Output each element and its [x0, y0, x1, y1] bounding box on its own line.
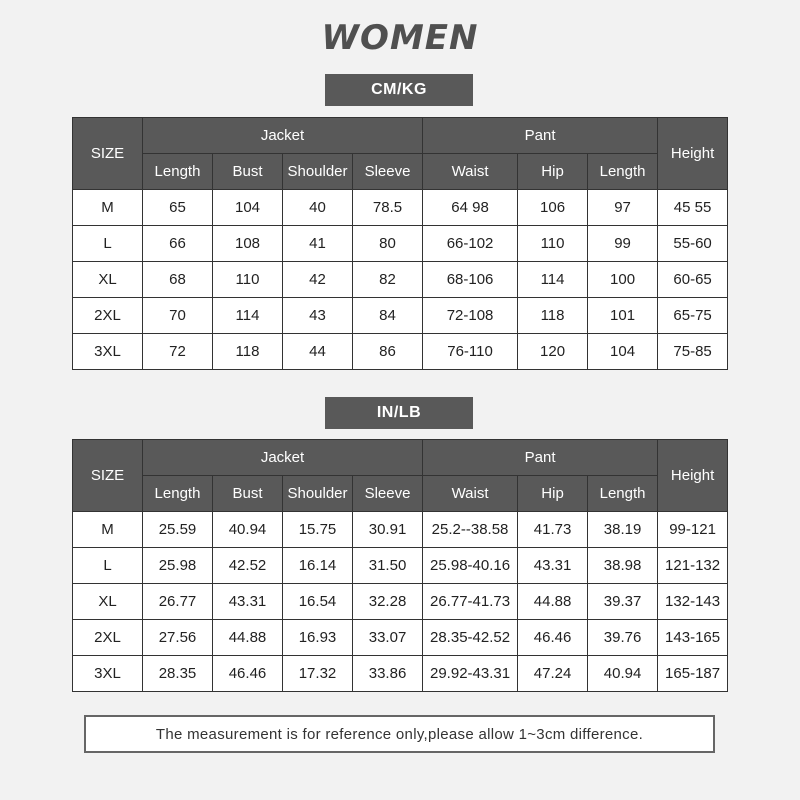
table-row [73, 226, 728, 262]
measurement-cell: 75-85 [658, 334, 728, 370]
measurement-cell: 66 [143, 226, 213, 262]
measurement-cell: 106 [518, 190, 588, 226]
measurement-cell: 80 [353, 226, 423, 262]
measurement-cell: 27.56 [143, 620, 213, 656]
size-cell: M [73, 190, 143, 226]
pant-header: Pant [423, 118, 658, 154]
measurement-cell: 121-132 [658, 548, 728, 584]
measurement-cell: 28.35 [143, 656, 213, 692]
measurement-cell: 70 [143, 298, 213, 334]
measurement-cell: 101 [588, 298, 658, 334]
measurement-cell: 72-108 [423, 298, 518, 334]
measurement-cell: 110 [518, 226, 588, 262]
measurement-cell: 72 [143, 334, 213, 370]
measurement-cell: 17.32 [283, 656, 353, 692]
measurement-cell: 60-65 [658, 262, 728, 298]
measurement-cell: 16.54 [283, 584, 353, 620]
size-cell: 3XL [73, 656, 143, 692]
pant-length-header: Length [588, 154, 658, 190]
bust-header: Bust [213, 476, 283, 512]
jacket-length-header: Length [143, 476, 213, 512]
measurement-cell: 47.24 [518, 656, 588, 692]
measurement-cell: 16.14 [283, 548, 353, 584]
size-table-in-lb [72, 439, 728, 692]
measurement-cell: 28.35-42.52 [423, 620, 518, 656]
sleeve-header: Sleeve [353, 476, 423, 512]
table-body [73, 512, 728, 692]
measurement-cell: 99 [588, 226, 658, 262]
table-body [73, 190, 728, 370]
measurement-cell: 55-60 [658, 226, 728, 262]
measurement-cell: 16.93 [283, 620, 353, 656]
measurement-cell: 100 [588, 262, 658, 298]
sleeve-header: Sleeve [353, 154, 423, 190]
jacket-length-header: Length [143, 154, 213, 190]
size-cell: L [73, 548, 143, 584]
measurement-cell: 86 [353, 334, 423, 370]
size-cell: XL [73, 584, 143, 620]
measurement-cell: 64 98 [423, 190, 518, 226]
unit-badge-in-lb: IN/LB [325, 397, 473, 429]
measurement-cell: 108 [213, 226, 283, 262]
measurement-cell: 29.92-43.31 [423, 656, 518, 692]
measurement-cell: 110 [213, 262, 283, 298]
page-title: WOMEN [321, 18, 479, 58]
measurement-cell: 40.94 [213, 512, 283, 548]
size-table-cm-kg [72, 117, 728, 370]
measurement-cell: 43 [283, 298, 353, 334]
measurement-cell: 42.52 [213, 548, 283, 584]
measurement-cell: 33.07 [353, 620, 423, 656]
measurement-cell: 143-165 [658, 620, 728, 656]
table-row [73, 584, 728, 620]
height-header: Height [658, 118, 728, 190]
measurement-cell: 65-75 [658, 298, 728, 334]
measurement-cell: 46.46 [518, 620, 588, 656]
measurement-cell: 82 [353, 262, 423, 298]
bust-header: Bust [213, 154, 283, 190]
measurement-cell: 118 [213, 334, 283, 370]
measurement-cell: 26.77-41.73 [423, 584, 518, 620]
measurement-cell: 30.91 [353, 512, 423, 548]
measurement-cell: 42 [283, 262, 353, 298]
size-cell: M [73, 512, 143, 548]
table-row [73, 512, 728, 548]
table-row [73, 620, 728, 656]
measurement-cell: 45 55 [658, 190, 728, 226]
measurement-cell: 31.50 [353, 548, 423, 584]
measurement-cell: 104 [588, 334, 658, 370]
waist-header: Waist [423, 154, 518, 190]
pant-header: Pant [423, 440, 658, 476]
measurement-cell: 46.46 [213, 656, 283, 692]
measurement-cell: 68-106 [423, 262, 518, 298]
measurement-cell: 44.88 [213, 620, 283, 656]
measurement-cell: 99-121 [658, 512, 728, 548]
measurement-cell: 118 [518, 298, 588, 334]
measurement-cell: 114 [518, 262, 588, 298]
measurement-cell: 38.19 [588, 512, 658, 548]
measurement-cell: 39.37 [588, 584, 658, 620]
size-header: SIZE [73, 118, 143, 190]
shoulder-header: Shoulder [283, 154, 353, 190]
measurement-cell: 32.28 [353, 584, 423, 620]
size-cell: XL [73, 262, 143, 298]
measurement-cell: 66-102 [423, 226, 518, 262]
table-row [73, 548, 728, 584]
measurement-cell: 43.31 [213, 584, 283, 620]
table-row [73, 298, 728, 334]
hip-header: Hip [518, 476, 588, 512]
table-row [73, 262, 728, 298]
measurement-cell: 41.73 [518, 512, 588, 548]
jacket-header: Jacket [143, 440, 423, 476]
size-cell: 3XL [73, 334, 143, 370]
measurement-cell: 97 [588, 190, 658, 226]
measurement-cell: 40 [283, 190, 353, 226]
measurement-cell: 25.2--38.58 [423, 512, 518, 548]
measurement-cell: 132-143 [658, 584, 728, 620]
table-row [73, 656, 728, 692]
measurement-cell: 15.75 [283, 512, 353, 548]
size-header: SIZE [73, 440, 143, 512]
measurement-cell: 39.76 [588, 620, 658, 656]
measurement-cell: 25.98-40.16 [423, 548, 518, 584]
measurement-cell: 41 [283, 226, 353, 262]
height-header: Height [658, 440, 728, 512]
measurement-cell: 25.59 [143, 512, 213, 548]
measurement-cell: 104 [213, 190, 283, 226]
size-cell: 2XL [73, 620, 143, 656]
size-cell: 2XL [73, 298, 143, 334]
pant-length-header: Length [588, 476, 658, 512]
measurement-cell: 26.77 [143, 584, 213, 620]
table-row [73, 190, 728, 226]
measurement-cell: 44 [283, 334, 353, 370]
measurement-note: The measurement is for reference only,please allow 1~3cm difference. [84, 715, 715, 753]
shoulder-header: Shoulder [283, 476, 353, 512]
measurement-cell: 78.5 [353, 190, 423, 226]
measurement-cell: 114 [213, 298, 283, 334]
size-cell: L [73, 226, 143, 262]
table-row [73, 334, 728, 370]
hip-header: Hip [518, 154, 588, 190]
waist-header: Waist [423, 476, 518, 512]
measurement-cell: 165-187 [658, 656, 728, 692]
unit-badge-cm-kg: CM/KG [325, 74, 473, 106]
measurement-cell: 68 [143, 262, 213, 298]
measurement-cell: 84 [353, 298, 423, 334]
measurement-cell: 33.86 [353, 656, 423, 692]
measurement-cell: 25.98 [143, 548, 213, 584]
measurement-cell: 38.98 [588, 548, 658, 584]
jacket-header: Jacket [143, 118, 423, 154]
measurement-cell: 65 [143, 190, 213, 226]
measurement-cell: 76-110 [423, 334, 518, 370]
measurement-cell: 44.88 [518, 584, 588, 620]
measurement-cell: 40.94 [588, 656, 658, 692]
measurement-cell: 120 [518, 334, 588, 370]
measurement-cell: 43.31 [518, 548, 588, 584]
